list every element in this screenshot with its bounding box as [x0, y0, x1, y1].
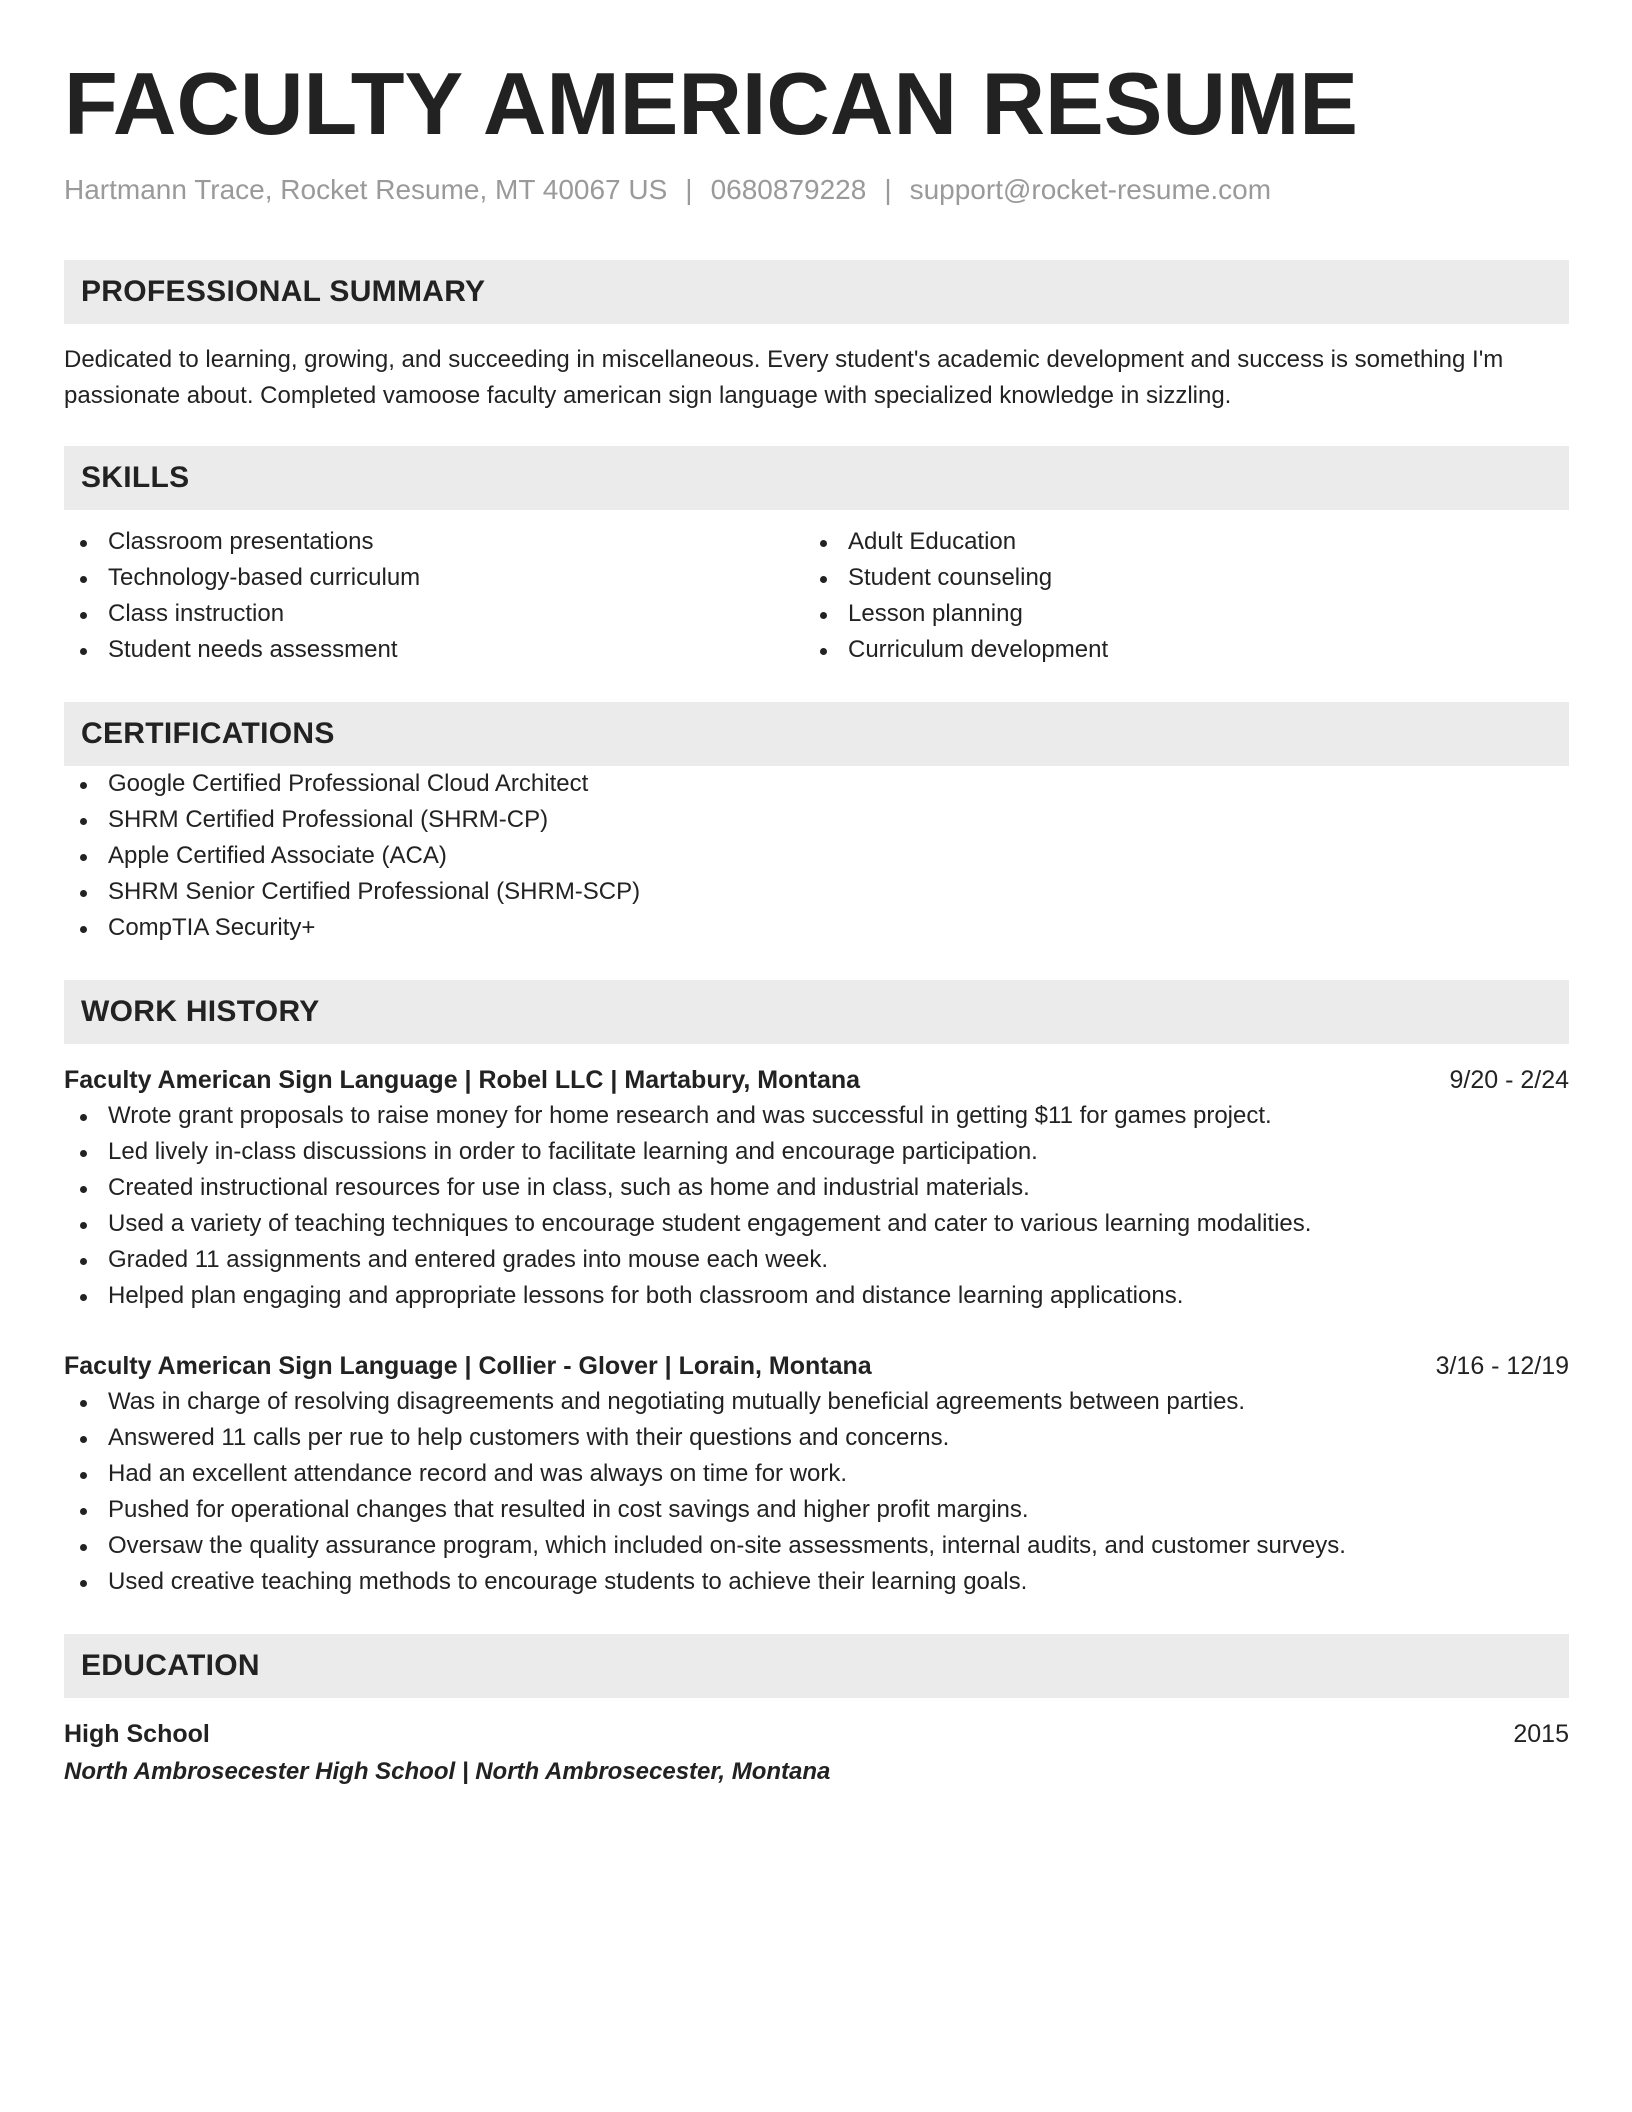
- education-school: North Ambrosecester High School | North Ambrosecester, Montana: [64, 1758, 831, 1785]
- skills-heading: SKILLS: [64, 446, 1569, 510]
- education-degree: High School: [64, 1720, 210, 1748]
- resume-name: FACULTY AMERICAN RESUME: [64, 54, 1358, 153]
- contact-phone: 0680879228: [710, 174, 867, 205]
- job-bullet: Graded 11 assignments and entered grades into mouse each week.: [64, 1242, 1569, 1278]
- summary-text: Dedicated to learning, growing, and succeeding in miscellaneous. Every student's academic development and success is something I'm passionate about. Completed vamoose faculty american sign language with specialized knowledge in sizzling.: [64, 346, 1504, 409]
- certification-item: SHRM Senior Certified Professional (SHRM-SCP): [64, 874, 1569, 910]
- skill-item: Lesson planning: [804, 596, 1544, 632]
- job-bullet: Answered 11 calls per rue to help customers with their questions and concerns.: [64, 1420, 1569, 1456]
- job-bullet-list: [64, 1098, 1569, 1314]
- job-bullet: Oversaw the quality assurance program, which included on-site assessments, internal audits, and customer surveys.: [64, 1528, 1569, 1564]
- certifications-list: [64, 766, 1569, 946]
- contact-line: [64, 172, 1569, 208]
- skill-item: Curriculum development: [804, 632, 1544, 668]
- job-bullet: Led lively in-class discussions in order to facilitate learning and encourage participation.: [64, 1134, 1569, 1170]
- certification-item: CompTIA Security+: [64, 910, 1569, 946]
- skills-column-right: [804, 524, 1544, 668]
- job-bullet: Wrote grant proposals to raise money for home research and was successful in getting $11 for games project.: [64, 1098, 1569, 1134]
- contact-address: Hartmann Trace, Rocket Resume, MT 40067 US: [64, 174, 668, 205]
- contact-separator: |: [685, 174, 693, 205]
- skill-item: Classroom presentations: [64, 524, 804, 560]
- contact-separator: |: [884, 174, 892, 205]
- certification-item: Apple Certified Associate (ACA): [64, 838, 1569, 874]
- job-bullet: Helped plan engaging and appropriate lessons for both classroom and distance learning applications.: [64, 1278, 1569, 1314]
- certification-item: SHRM Certified Professional (SHRM-CP): [64, 802, 1569, 838]
- job-dates: 3/16 - 12/19: [1435, 1352, 1569, 1380]
- skill-item: Technology-based curriculum: [64, 560, 804, 596]
- skill-item: Student counseling: [804, 560, 1544, 596]
- skills-list-left: [64, 524, 804, 668]
- skill-item: Class instruction: [64, 596, 804, 632]
- work-history-heading: WORK HISTORY: [64, 980, 1569, 1044]
- skills-column-left: [64, 524, 804, 668]
- job-bullet: Had an excellent attendance record and was always on time for work.: [64, 1456, 1569, 1492]
- job-bullet: Created instructional resources for use in class, such as home and industrial materials.: [64, 1170, 1569, 1206]
- job-dates: 9/20 - 2/24: [1449, 1066, 1569, 1094]
- summary-heading: PROFESSIONAL SUMMARY: [64, 260, 1569, 324]
- job-bullet: Pushed for operational changes that resulted in cost savings and higher profit margins.: [64, 1492, 1569, 1528]
- skills-list-right: [804, 524, 1544, 668]
- job-title: Faculty American Sign Language | Collier - Glover | Lorain, Montana: [64, 1352, 872, 1380]
- job-header: [64, 1348, 1569, 1384]
- job-bullet: Used creative teaching methods to encourage students to achieve their learning goals.: [64, 1564, 1569, 1600]
- job-header: [64, 1062, 1569, 1098]
- skills-grid: [64, 524, 1569, 668]
- education-heading: EDUCATION: [64, 1634, 1569, 1698]
- job-bullet: Was in charge of resolving disagreements and negotiating mutually beneficial agreements between parties.: [64, 1384, 1569, 1420]
- education-row: [64, 1716, 1569, 1752]
- job-title: Faculty American Sign Language | Robel LLC | Martabury, Montana: [64, 1066, 861, 1094]
- certification-item: Google Certified Professional Cloud Architect: [64, 766, 1569, 802]
- certifications-heading: CERTIFICATIONS: [64, 702, 1569, 766]
- job-bullet-list: [64, 1384, 1569, 1600]
- contact-email: support@rocket-resume.com: [909, 174, 1272, 205]
- skill-item: Student needs assessment: [64, 632, 804, 668]
- skill-item: Adult Education: [804, 524, 1544, 560]
- job-bullet: Used a variety of teaching techniques to encourage student engagement and cater to various learning modalities.: [64, 1206, 1569, 1242]
- education-year: 2015: [1513, 1720, 1569, 1748]
